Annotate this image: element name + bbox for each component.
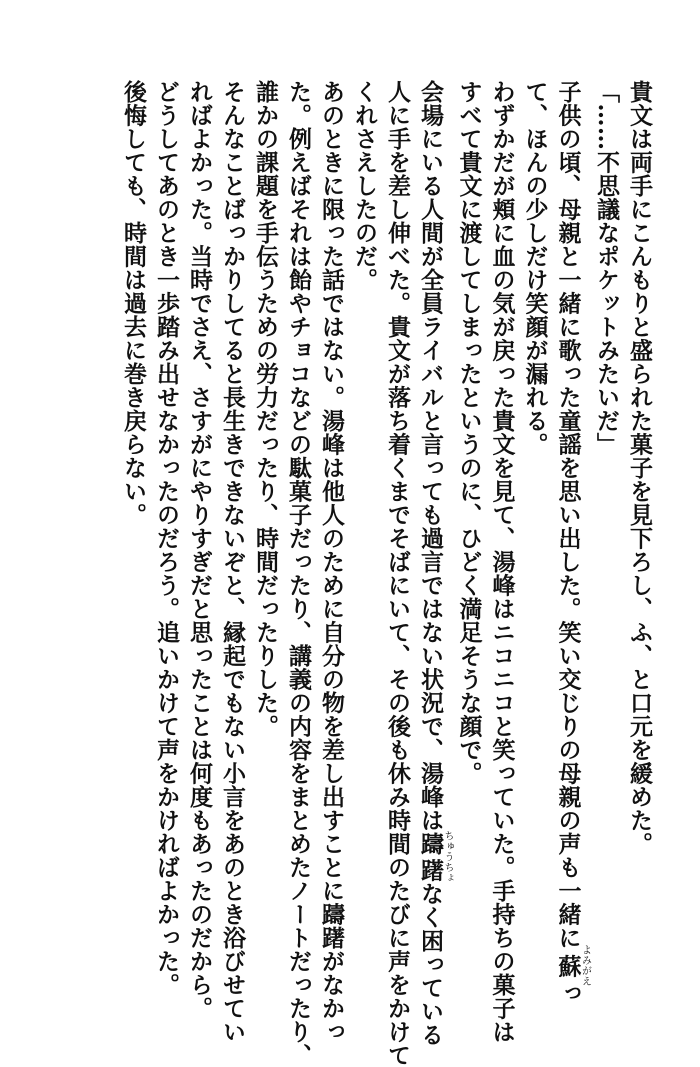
text-line-14: ればよかった。当時でさえ、さすがにやりすぎだと思ったことは何度もあったのだから。 — [186, 80, 213, 1020]
vertical-text-body — [117, 80, 656, 1067]
ruby-yomigae — [554, 944, 591, 987]
text-line-9: くれさえしたのだ。 — [351, 80, 378, 292]
ruby-chucho-after: なく困っている — [417, 881, 444, 1047]
ruby-chucho-base: 躊躇 — [417, 830, 444, 884]
text-line-3-main: 子供の頃、母親と一緒に歌った童謡を思い出した。笑い交じりの母親の声も一緒に — [554, 80, 582, 950]
text-line-8: 人に手を差し伸べた。貴文が落ち着くまでそばにいて、その後も休み時間のたびに声をかけて — [384, 80, 411, 1067]
text-line-7 — [414, 80, 453, 1047]
text-line-2: 「……不思議なポケットみたいだ」 — [593, 80, 620, 456]
text-line-5: わずかだが頬に血の気が戻った貴文を見て、湯峰はニコニコと笑っていた。手持ちの菓子は — [488, 80, 516, 1044]
text-line-1: 貴文は両手にこんもりと盛られた菓子を見下ろし、ふ、と口元を緩めた。 — [626, 80, 653, 856]
text-line-6: すべて貴文に渡してしまったというのに、ひどく満足そうな顔で。 — [455, 80, 483, 785]
text-line-16: 後悔しても、時間は過去に巻き戻らない。 — [120, 80, 147, 527]
text-line-11: た。例えばそれは飴やチョコなどの駄菓子だったり、講義の内容をまとめたノートだったり、 — [285, 80, 312, 1067]
text-line-15: どうしてあのとき一歩踏み出せなかったのだろう。追いかけて声をかければよかった。 — [153, 80, 180, 997]
ruby-chucho — [417, 830, 453, 884]
text-line-7-main: 会場にいる人間が全員ライバルと言っても過言ではない状況で、湯峰は — [417, 80, 444, 832]
ruby-yomigae-base: 蘇 — [554, 944, 582, 987]
text-line-3 — [552, 80, 591, 1005]
ruby-yomigae-after: っ — [554, 981, 582, 1005]
text-line-12: 誰かの課題を手伝うための労力だったり、時間だったりした。 — [252, 80, 279, 738]
text-line-13: そんなことばっかりしてると長生きできないぞと、縁起でもない小言をあのとき浴びせてい — [219, 80, 246, 1044]
text-line-4: て、ほんの少しだけ笑顔が漏れる。 — [521, 80, 549, 456]
text-line-10: あのときに限った話ではない。湯峰は他人のために自分の物を差し出すことに躊躇がなかっ — [318, 80, 345, 1044]
ruby-chucho-reading: ちゅうちょ — [442, 830, 453, 884]
ruby-yomigae-reading: よみがえ — [579, 944, 591, 987]
